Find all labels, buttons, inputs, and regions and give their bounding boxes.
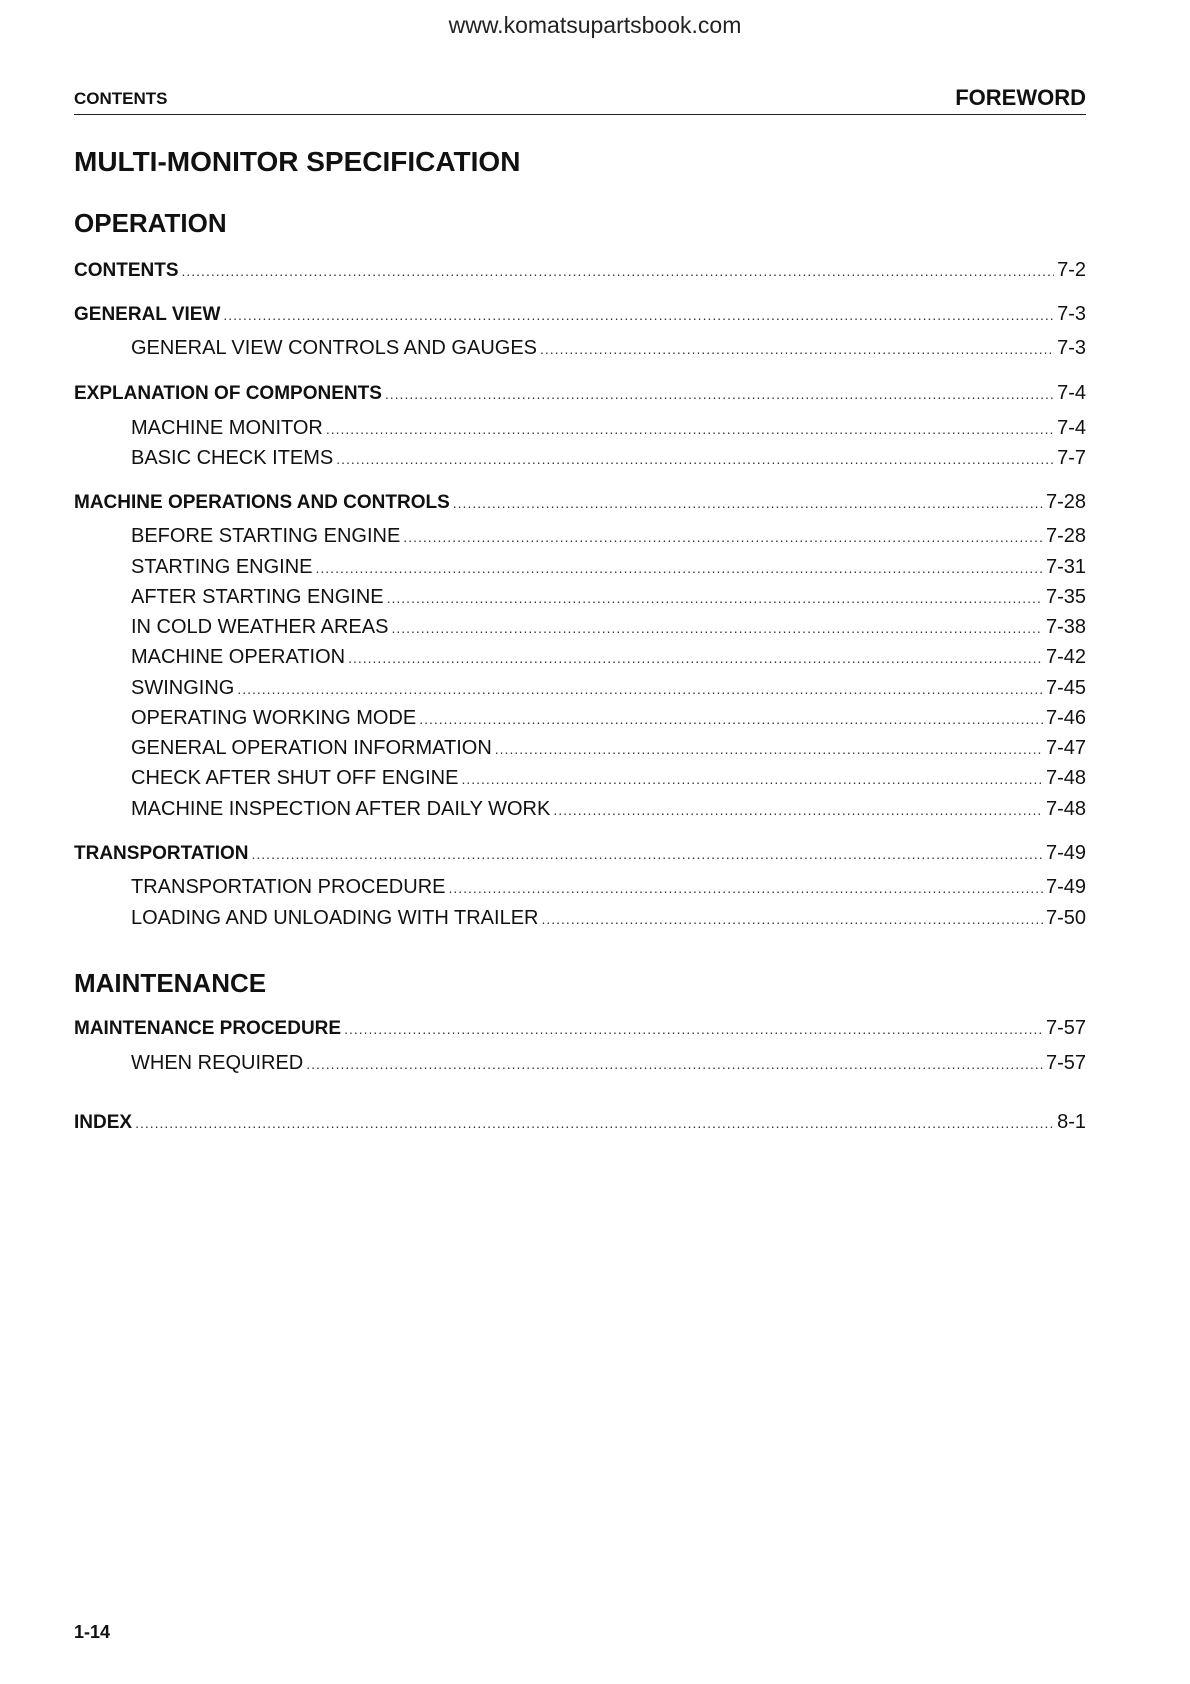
toc-page-ref: 7-3 [1057,337,1086,359]
toc-page-ref: 7-46 [1045,707,1086,729]
dot-leader [326,417,1054,441]
toc-entry-transportation[interactable] [74,841,1086,865]
toc-entry-title: MACHINE INSPECTION AFTER DAILY WORK [131,798,551,820]
page-number: 1-14 [74,1622,111,1642]
toc-entry-in-cold-weather-areas[interactable] [131,615,1086,639]
toc-entry-title: BEFORE STARTING ENGINE [131,525,401,547]
toc-page-ref: 7-49 [1045,842,1086,864]
toc-entry-title: AFTER STARTING ENGINE [131,586,384,608]
toc-page-ref: 7-7 [1057,447,1086,469]
dot-leader [387,586,1043,610]
dot-leader [541,907,1042,931]
toc-page-ref: 7-4 [1057,382,1086,404]
toc-page-ref: 7-28 [1045,491,1086,513]
toc-entry-title: GENERAL OPERATION INFORMATION [131,737,492,759]
header-chapter-label: FOREWORD [955,85,1086,110]
toc-entry-loading-and-unloading-with-trailer[interactable] [131,906,1086,930]
toc-entry-title: BASIC CHECK ITEMS [131,447,334,469]
dot-leader [453,491,1043,515]
toc-entry-when-required[interactable] [131,1051,1086,1075]
dot-leader [344,1017,1043,1041]
toc-page-ref: 7-42 [1045,646,1086,668]
toc-entry-index[interactable] [74,1110,1086,1134]
toc-page-ref: 7-57 [1045,1052,1086,1074]
toc-page-ref: 7-2 [1057,259,1086,281]
toc-entry-general-operation-information[interactable] [131,736,1086,760]
toc-entry-machine-operation[interactable] [131,645,1086,669]
toc-entry-title: MAINTENANCE PROCEDURE [74,1018,342,1039]
page-header [74,84,1086,115]
toc-page-ref: 7-45 [1045,677,1086,699]
dot-leader [553,798,1043,822]
toc-entry-title: CONTENTS [74,260,179,281]
toc-entry-after-starting-engine[interactable] [131,585,1086,609]
dot-leader [336,447,1054,471]
toc-entry-general-view[interactable] [74,302,1086,326]
toc-entry-title: GENERAL VIEW CONTROLS AND GAUGES [131,337,538,359]
dot-leader [135,1111,1054,1135]
toc-page-ref: 7-31 [1045,556,1086,578]
dot-leader [306,1052,1043,1076]
dot-leader [237,677,1043,701]
toc-page-ref: 7-35 [1045,586,1086,608]
toc-page-ref: 7-50 [1045,907,1086,929]
dot-leader [419,707,1043,731]
toc-entry-title: MACHINE OPERATION [131,646,346,668]
toc-entry-contents[interactable] [74,258,1086,282]
dot-leader [495,737,1043,761]
toc-entry-title: LOADING AND UNLOADING WITH TRAILER [131,907,539,929]
toc-entry-transportation-procedure[interactable] [131,875,1086,899]
dot-leader [540,337,1054,361]
toc-entry-title: STARTING ENGINE [131,556,313,578]
toc-entry-operating-working-mode[interactable] [131,706,1086,730]
toc-entry-swinging[interactable] [131,676,1086,700]
toc-entry-title: TRANSPORTATION [74,843,249,864]
dot-leader [348,646,1043,670]
toc-page-ref: 7-49 [1045,876,1086,898]
toc-entry-title: INDEX [74,1112,133,1133]
toc-entry-machine-inspection-after-daily-work[interactable] [131,797,1086,821]
toc-page-ref: 7-28 [1045,525,1086,547]
toc-page-ref: 7-38 [1045,616,1086,638]
toc-page-ref: 8-1 [1057,1111,1086,1133]
toc-entry-title: MACHINE MONITOR [131,417,323,439]
toc-page-ref: 7-48 [1045,798,1086,820]
document-title: MULTI-MONITOR SPECIFICATION [74,146,521,177]
toc-entry-machine-monitor[interactable] [131,416,1086,440]
section-heading-maintenance: MAINTENANCE [74,968,267,998]
toc-entry-starting-engine[interactable] [131,555,1086,579]
toc-entry-title: CHECK AFTER SHUT OFF ENGINE [131,767,459,789]
toc-entry-title: SWINGING [131,677,235,699]
dot-leader [461,767,1043,791]
dot-leader [391,616,1043,640]
toc-entry-maintenance-procedure[interactable] [74,1016,1086,1040]
watermark-url: www.komatsupartsbook.com [448,12,742,38]
dot-leader [448,876,1042,900]
toc-page-ref: 7-57 [1045,1017,1086,1039]
toc-page-ref: 7-4 [1057,417,1086,439]
toc-entry-title: GENERAL VIEW [74,304,221,325]
section-heading-operation: OPERATION [74,208,227,238]
toc-entry-basic-check-items[interactable] [131,446,1086,470]
header-section-label: CONTENTS [74,89,168,108]
toc-entry-title: EXPLANATION OF COMPONENTS [74,383,382,404]
dot-leader [182,259,1055,283]
toc-entry-title: OPERATING WORKING MODE [131,707,417,729]
toc-entry-title: TRANSPORTATION PROCEDURE [131,876,446,898]
toc-entry-check-after-shut-off-engine[interactable] [131,766,1086,790]
dot-leader [223,303,1054,327]
toc-entry-title: WHEN REQUIRED [131,1052,304,1074]
toc-entry-title: IN COLD WEATHER AREAS [131,616,389,638]
toc-entry-title: MACHINE OPERATIONS AND CONTROLS [74,492,450,513]
dot-leader [316,556,1043,580]
toc-page-ref: 7-47 [1045,737,1086,759]
toc-entry-machine-operations-and-controls[interactable] [74,490,1086,514]
toc-entry-general-view-controls[interactable] [131,336,1086,360]
toc-entry-before-starting-engine[interactable] [131,524,1086,548]
dot-leader [252,842,1043,866]
toc-page-ref: 7-48 [1045,767,1086,789]
toc-entry-explanation-of-components[interactable] [74,381,1086,405]
dot-leader [385,382,1054,406]
toc-page-ref: 7-3 [1057,303,1086,325]
dot-leader [403,525,1043,549]
